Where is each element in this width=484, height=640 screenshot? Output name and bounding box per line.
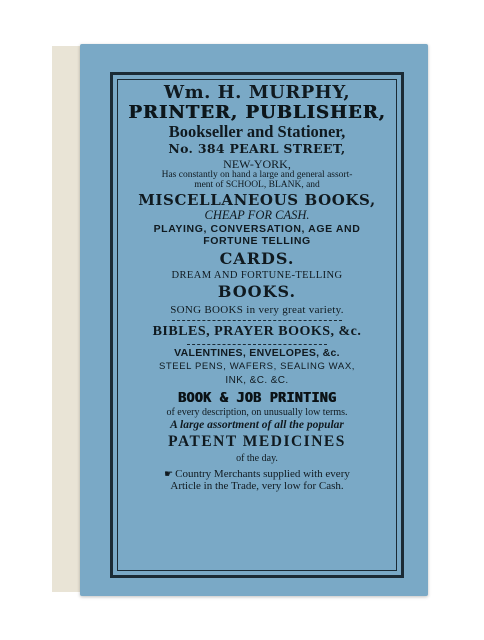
book-job-printing: BOOK & JOB PRINTING bbox=[177, 390, 337, 407]
song-books-line: SONG BOOKS in very great variety. bbox=[170, 303, 344, 316]
merchant-name: Wm. H. MURPHY, bbox=[163, 82, 351, 103]
stock-line-1: Has constantly on hand a large and general assort- bbox=[161, 170, 353, 181]
dream-books-line: DREAM AND FORTUNE-TELLING bbox=[171, 269, 343, 281]
playing-cards-line-1: PLAYING, CONVERSATION, AGE AND bbox=[153, 222, 361, 235]
miscellaneous-books: MISCELLANEOUS BOOKS, bbox=[138, 191, 376, 210]
printing-description: of every description, on unusually low terms. bbox=[166, 407, 348, 419]
books-heading: BOOKS. bbox=[217, 281, 297, 301]
of-the-day: of the day. bbox=[236, 452, 278, 464]
stock-line-2: ment of SCHOOL, BLANK, and bbox=[194, 180, 320, 191]
trade-heading: PRINTER, PUBLISHER, bbox=[128, 102, 386, 124]
valentines-line: VALENTINES, ENVELOPES, &c. bbox=[174, 346, 340, 359]
book-cover bbox=[80, 44, 428, 596]
cards-heading: CARDS. bbox=[219, 248, 295, 268]
playing-cards-line-2: FORTUNE TELLING bbox=[203, 235, 311, 248]
divider-rule bbox=[187, 344, 327, 345]
large-assortment-line: A large assortment of all the popular bbox=[170, 419, 344, 432]
border-frame bbox=[110, 72, 404, 578]
ink-line: INK, &C. &C. bbox=[225, 374, 289, 386]
country-merchants-text: Country Merchants supplied with every bbox=[175, 467, 350, 480]
country-merchants-line bbox=[113, 468, 401, 480]
divider-rule bbox=[172, 320, 342, 321]
article-trade-line: Article in the Trade, very low for Cash. bbox=[170, 480, 344, 493]
bibles-heading: BIBLES, PRAYER BOOKS, &c. bbox=[152, 323, 362, 339]
cheap-for-cash: CHEAP FOR CASH. bbox=[204, 207, 310, 222]
patent-medicines: PATENT MEDICINES bbox=[168, 433, 346, 451]
bookseller-heading: Bookseller and Stationer, bbox=[168, 122, 346, 142]
city-name: NEW-YORK, bbox=[223, 156, 291, 171]
steel-pens-line: STEEL PENS, WAFERS, SEALING WAX, bbox=[158, 361, 356, 373]
advertisement-text bbox=[113, 81, 401, 492]
pointing-hand-icon: ☛ bbox=[164, 468, 174, 480]
street-address: No. 384 PEARL STREET, bbox=[168, 140, 346, 156]
